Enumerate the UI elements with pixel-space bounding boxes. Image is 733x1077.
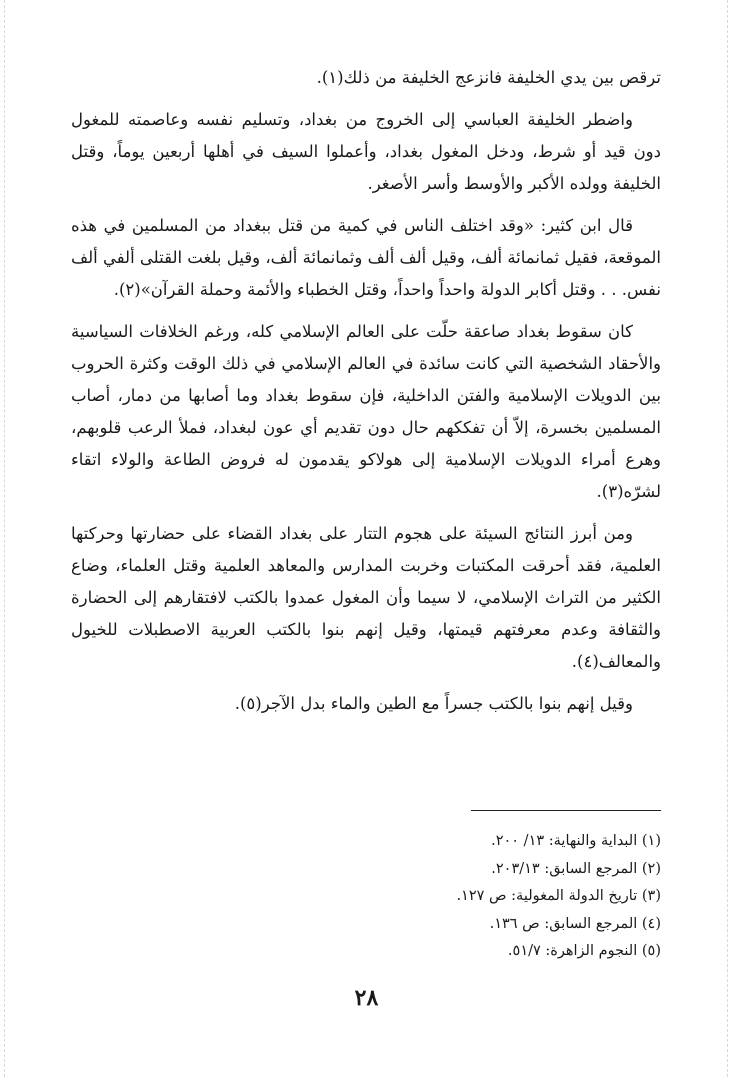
footnotes (71, 828, 661, 966)
scan-edge-left (4, 0, 5, 1077)
paragraph-4: كان سقوط بغداد صاعقة حلّت على العالم الإسلامي كله، ورغم الخلافات السياسية والأحقاد الشخصية التي كانت سائدة في العالم الإسلامي في ذلك الوقت وكثرة الحروب بين الدويلات الإسلامية والفتن الداخلية، فإن سقوط بغداد وما أصابها من دمار، أصاب المسلمين بخسرة، إلاّ أن تفككهم حال دون تقديم أي عون لبغداد، فملأ الرعب قلوبهم، وهرع أمراء الدويلات الإسلامية إلى هولاكو يقدمون له فروض الطاعة والولاء اتقاء لشرّه(٣). (71, 322, 661, 501)
paragraph-5: ومن أبرز النتائج السيئة على هجوم التتار على بغداد القضاء على حضارتها وحركتها العلمية، فقد أحرقت المكتبات وخربت المدارس والمعاهد العلمية وقتل العلماء، وضاع الكثير من التراث الإسلامي، لا سيما وأن المغول عمدوا بالكتب لافتقارهم إلى الحضارة والثقافة وعدم معرفتهم قيمتها، وقيل إنهم بنوا بالكتب العربية الاصطبلات للخيول والمعالف(٤). (71, 524, 661, 671)
main-text (71, 62, 661, 730)
paragraph-6: وقيل إنهم بنوا بالكتب جسراً مع الطين والماء بدل الآجر(٥). (234, 694, 633, 713)
footnote-separator (471, 810, 661, 811)
page-number: ٢٨ (354, 985, 379, 1011)
paragraph-2: واضطر الخليفة العباسي إلى الخروج من بغداد، وتسليم نفسه وعاصمته للمغول دون قيد أو شرط، ودخل المغول بغداد، وأعملوا السيف في أهلها أربعين يوماً، وقتل الخليفة وولده الأكبر والأوسط وأسر الأصغر. (71, 110, 661, 193)
paragraph-1: ترقص بين يدي الخليفة فانزعج الخليفة من ذلك(١). (316, 68, 661, 87)
scan-edge-right (727, 0, 728, 1077)
paragraph-3: قال ابن كثير: «وقد اختلف الناس في كمية من قتل ببغداد من المسلمين في هذه الموقعة، فقيل ثمانمائة ألف، وقيل ألف ألف وثمانمائة ألف، وقيل بلغت القتلى ألفي ألف نفس. . . وقتل أكابر الدولة واحداً واحداً، وقتل الخطباء والأئمة وحملة القرآن»(٢). (71, 216, 661, 299)
footnote-5: (٥) النجوم الزاهرة: ٥١/٧. (507, 943, 661, 959)
footnote-2: (٢) المرجع السابق: ٢٠٣/١٣. (491, 860, 661, 877)
footnote-1: (١) البداية والنهاية: ١٣/ ٢٠٠. (491, 833, 661, 849)
footnote-4: (٤) المرجع السابق: ص ١٣٦. (489, 915, 661, 932)
footnote-3: (٣) تاريخ الدولة المغولية: ص ١٢٧. (456, 888, 661, 904)
